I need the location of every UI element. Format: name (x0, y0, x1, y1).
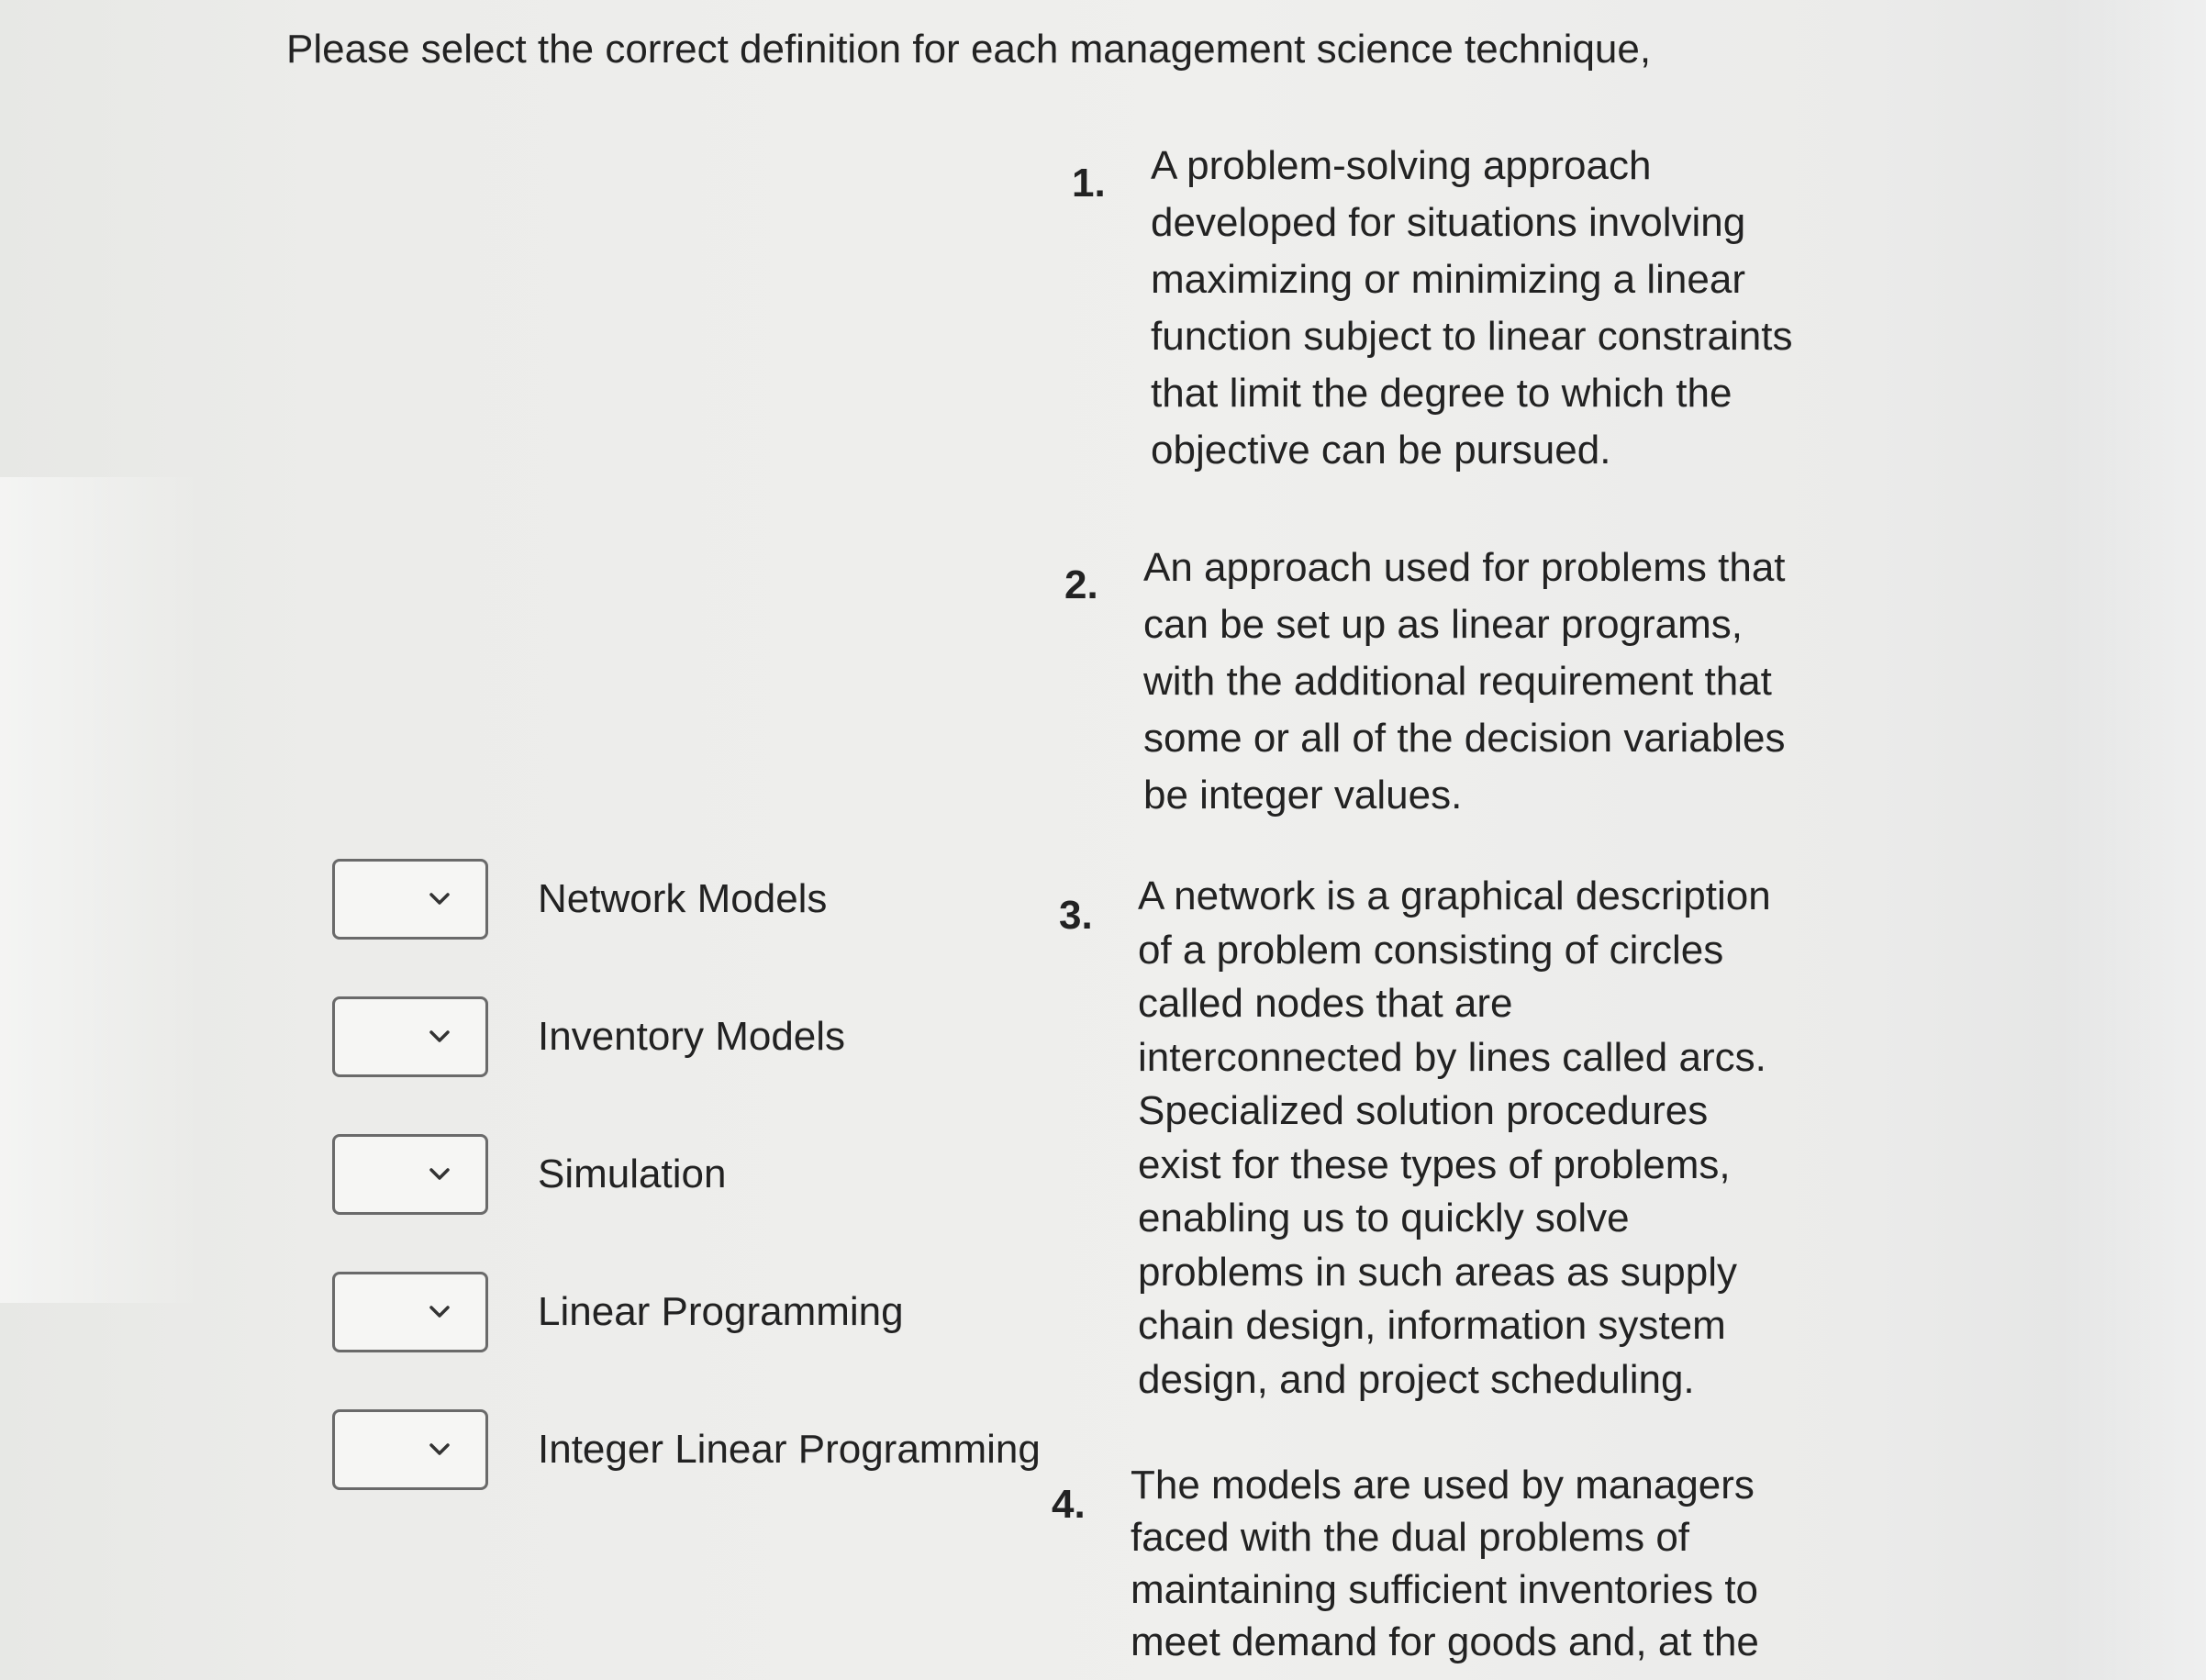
definition-number: 2. (1064, 562, 1098, 607)
chevron-down-icon (427, 1436, 452, 1462)
match-row-linear-programming (332, 1243, 1048, 1381)
match-row-simulation (332, 1106, 1048, 1243)
screen-glare-right (2059, 0, 2206, 1680)
definition-text: A network is a graphical description of a problem consisting of circles called nodes that are interconnected by lines called arcs. Specialized solution procedures exist for these types of problems, enabling us to quickly solve problems in such areas as supply chain design, information system design, and project scheduling. (1138, 873, 1771, 1402)
integer-linear-programming-select[interactable] (332, 1409, 488, 1490)
definition-text: The models are used by managers faced with the dual problems of maintaining sufficient inventories to meet demand for goods and, at the (1131, 1463, 1759, 1664)
definition-number: 3. (1059, 893, 1093, 938)
match-label: Network Models (538, 876, 828, 921)
chevron-down-icon (427, 1161, 452, 1186)
match-list (332, 830, 1048, 1519)
inventory-models-select[interactable] (332, 996, 488, 1077)
definition-item (1064, 540, 1786, 824)
definition-item (1059, 870, 1780, 1407)
definition-item (1072, 138, 1793, 479)
match-label: Inventory Models (538, 1014, 846, 1059)
match-label: Simulation (538, 1152, 727, 1196)
match-row-inventory-models (332, 968, 1048, 1106)
match-label: Integer Linear Programming (538, 1427, 1041, 1472)
screen-glare-left (0, 477, 202, 1303)
chevron-down-icon (427, 1023, 452, 1049)
match-row-network-models (332, 830, 1048, 968)
question-prompt: Please select the correct definition for each management science technique, (286, 27, 1652, 72)
definition-text: A problem-solving approach developed for situations involving maximizing or minimizing a linear function subject to linear constraints that limit the degree to which the objective can be pursued. (1151, 143, 1793, 473)
match-label: Linear Programming (538, 1289, 904, 1334)
definition-text: An approach used for problems that can be set up as linear programs, with the additional requirement that some or all of the decision variables be integer values. (1143, 545, 1786, 818)
definition-item (1052, 1459, 1773, 1668)
network-models-select[interactable] (332, 859, 488, 940)
linear-programming-select[interactable] (332, 1272, 488, 1352)
chevron-down-icon (427, 885, 452, 911)
match-row-integer-linear-programming (332, 1381, 1048, 1519)
definition-number: 4. (1052, 1482, 1086, 1527)
definition-number: 1. (1072, 161, 1106, 206)
chevron-down-icon (427, 1298, 452, 1324)
simulation-select[interactable] (332, 1134, 488, 1215)
